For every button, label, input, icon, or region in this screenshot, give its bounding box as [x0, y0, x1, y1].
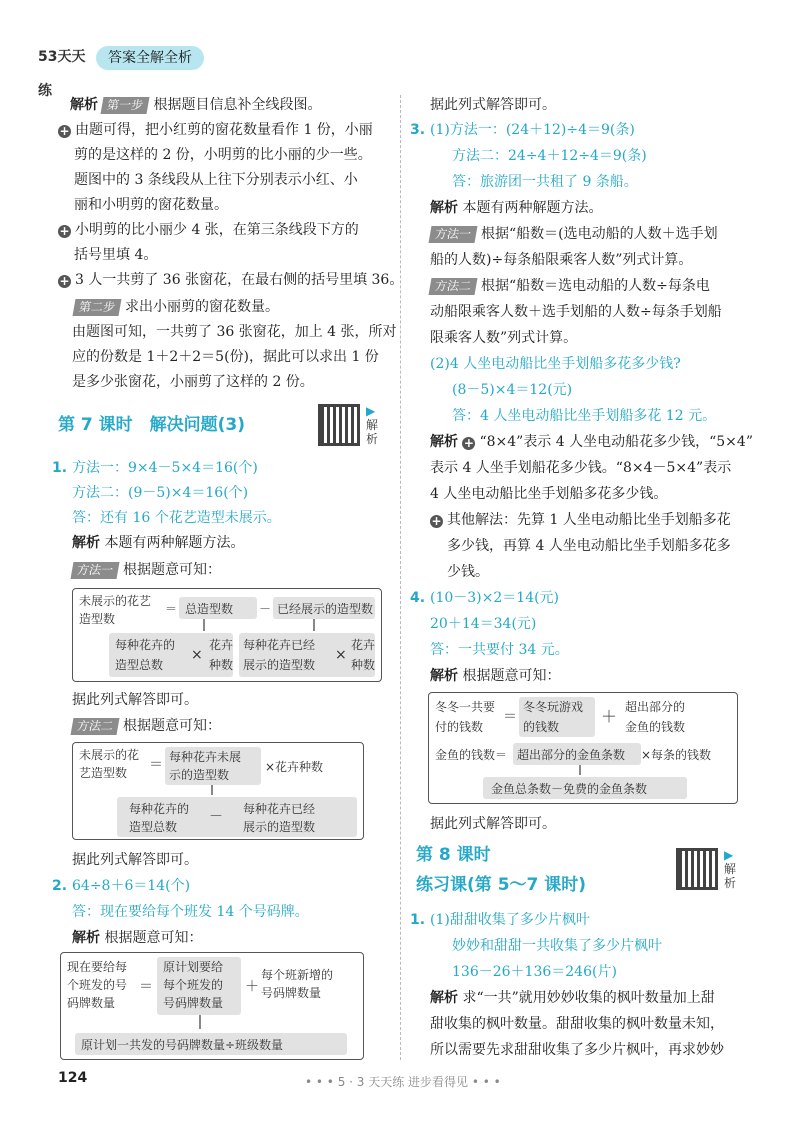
d-text: 码牌数量	[67, 996, 116, 1010]
d-text: 每种花卉已经	[243, 802, 316, 816]
logo: 53天天练	[38, 49, 86, 99]
d-text: 示的造型数	[169, 768, 230, 782]
d-text: 原计划一共发的号码牌数量÷班级数量	[81, 1038, 284, 1052]
step2-line	[74, 297, 279, 317]
method-line	[430, 224, 718, 244]
footer: • • • 5 · 3 天天练 进步看得见 • • •	[305, 1075, 501, 1089]
d-text: ＝	[503, 709, 517, 725]
text-line: 少钱。	[447, 564, 489, 580]
text-line: 据此列式解答即可。	[72, 692, 198, 708]
diagram-3	[60, 952, 364, 1060]
text-line: 题图中的 3 条线段从上往下分别表示小红、小	[74, 172, 358, 188]
analysis-line	[72, 928, 202, 948]
step1-line	[70, 95, 321, 115]
d-text: 艺造型数	[79, 766, 128, 780]
d-text: 已经展示的造型数	[277, 602, 374, 616]
d-text: 金鱼总条数－免费的金鱼条数	[491, 782, 648, 796]
d-text: 付的钱数	[435, 720, 484, 734]
arrow-icon	[203, 619, 205, 631]
text: 根据题意可知：	[123, 562, 222, 578]
d-text: 个班发的号	[67, 978, 128, 992]
method-line	[72, 560, 221, 580]
text-line: 剪的是这样的 2 份，小明剪的比小丽的少一些。	[74, 147, 372, 163]
method-tag: 方法二	[71, 718, 120, 735]
d-text: ×	[335, 647, 347, 663]
answer-line: 答：现在要给每个班发 14 个号码牌。	[72, 904, 309, 920]
d-text: ＋	[601, 707, 618, 726]
text-line: 动船限乘客人数＋选手划船的人数÷每条手划船	[430, 304, 722, 320]
method-tag: 方法一	[429, 226, 478, 243]
d-text: 冬冬一共要	[435, 700, 496, 714]
section-text: 第 7 课时 解决问题(3)	[58, 415, 246, 435]
plus-circle-icon: +	[59, 274, 70, 288]
diagram-2	[72, 742, 364, 840]
analysis-line	[430, 198, 602, 218]
d-text: 金鱼的钱数＝	[435, 748, 508, 762]
q-num: 4.	[410, 590, 426, 606]
d-text: 现在要给每	[67, 960, 128, 974]
text-line: 据此列式解答即可。	[72, 852, 198, 868]
text-line: 括号里填 4。	[74, 247, 158, 263]
d-text: 原计划要给	[163, 960, 224, 974]
answer-line: (2)4 人坐电动船比坐手划船多花多少钱?	[430, 356, 681, 372]
d-text: ＋	[245, 979, 259, 995]
answer-line: 方法二：24÷4＋12÷4＝9(条)	[452, 148, 647, 164]
d-text: 金鱼的钱数	[625, 720, 686, 734]
d-text: 超出部分的金鱼条数	[517, 748, 626, 762]
plus-circle-icon: +	[431, 514, 442, 528]
answer-line: (1)甜甜收集了多少片枫叶	[430, 912, 590, 928]
text: 根据“船数＝(选电动船的人数＋选手划	[481, 226, 718, 242]
text: 求“一共”就用妙妙收集的枫叶数量加上甜	[462, 990, 715, 1006]
step-text: 根据题目信息补全线段图。	[153, 97, 322, 113]
d-text: －	[259, 602, 272, 616]
qr-text: 解析	[724, 862, 737, 890]
arrow-icon	[313, 619, 315, 631]
analysis-label: 解析	[430, 668, 458, 684]
d-text: 每种花卉的	[115, 638, 176, 652]
step-tag: 第一步	[101, 97, 150, 114]
text-line: 所以需要先求甜甜收集了多少片枫叶，再求妙妙	[430, 1042, 724, 1058]
qr-text: 解析	[366, 418, 379, 446]
d-text: 展示的造型数	[243, 658, 316, 672]
answer-line: 妙妙和甜甜一共收集了多少片枫叶	[452, 938, 662, 954]
answer-line: 答：还有 16 个花艺造型未展示。	[72, 510, 281, 526]
analysis-line	[430, 988, 715, 1008]
d-text: 花卉	[351, 638, 376, 652]
section-text: 第 8 课时	[416, 845, 491, 865]
qr-label	[724, 848, 738, 890]
q-num: 3.	[410, 122, 426, 138]
text-line: 限乘客人数”列式计算。	[430, 330, 578, 346]
text: 根据题意可知：	[123, 718, 222, 734]
play-icon: ▶	[724, 848, 734, 862]
arrow-icon	[211, 785, 213, 795]
d-text: 总造型数	[185, 602, 234, 616]
d-text: 每种花卉已经	[243, 638, 316, 652]
q-num: 2.	[52, 878, 68, 894]
d-text: 超出部分的	[625, 700, 686, 714]
bullet-line	[58, 120, 373, 140]
text-line: 丽和小明剪的窗花数量。	[74, 197, 228, 213]
page-number: 124	[58, 1070, 88, 1086]
d-text: 未展示的花艺	[79, 594, 152, 608]
q-num: 1.	[410, 912, 426, 928]
answer-line: (1)方法一：(24＋12)÷4＝9(条)	[430, 122, 635, 138]
qr-label	[366, 404, 380, 446]
d-text: ＝	[165, 602, 178, 616]
text: “8×4”表示 4 人坐电动船花多少钱，“5×4”	[479, 434, 753, 450]
arrow-icon	[579, 765, 581, 775]
method-tag: 方法二	[429, 278, 478, 295]
text: 由题可得，把小红剪的窗花数量看作 1 份，小丽	[75, 122, 373, 138]
text-line: 表示 4 人坐手划船花多少钱。“8×4－5×4”表示	[430, 460, 732, 476]
answer-line: 答：4 人坐电动船比坐手划船多花 12 元。	[452, 408, 717, 424]
analysis-label: 解析	[430, 990, 458, 1006]
analysis-label: 解析	[430, 434, 458, 450]
answer-line: 方法二：(9－5)×4＝16(个)	[72, 485, 249, 501]
d-text: ×	[191, 647, 203, 663]
d-text: ×花卉种数	[265, 760, 324, 774]
d-text: 造型总数	[129, 820, 178, 834]
text: 小明剪的比小丽少 4 张，在第三条线段下方的	[75, 222, 359, 238]
text: 根据“船数＝选电动船的人数÷每条电	[481, 278, 710, 294]
qr-code-icon	[318, 404, 360, 446]
analysis-line	[430, 432, 753, 452]
text: 3 人一共剪了 36 张窗花，在最右侧的括号里填 36。	[75, 272, 404, 288]
d-text: ＝	[149, 757, 163, 773]
method-line	[430, 276, 710, 296]
text-line: 船的人数)÷每条船限乘客人数”列式计算。	[430, 252, 693, 268]
analysis-line	[430, 666, 560, 686]
text-line: 多少钱，再算 4 人坐电动船比坐手划船多花多	[447, 538, 731, 554]
analysis-label: 解析	[72, 535, 100, 551]
d-text: 每种花卉未展	[169, 750, 242, 764]
text-line: 应的份数是 1＋2＋2＝5(份)，据此可以求出 1 份	[72, 349, 379, 365]
bullet-line	[58, 220, 359, 240]
header-title: 答案全解全析	[96, 46, 204, 70]
d-text: 的钱数	[523, 720, 560, 734]
answer-line: 方法一：9×4－5×4＝16(个)	[72, 460, 258, 476]
answer-line: 64÷8＋6＝14(个)	[72, 878, 191, 894]
section-title-8a	[416, 842, 491, 868]
bullet-line	[430, 510, 731, 530]
answer-line: (10－3)×2＝14(元)	[430, 590, 560, 606]
text-line: 是多少张窗花，小丽剪了这样的 2 份。	[72, 374, 314, 390]
text: 本题有两种解题方法。	[104, 535, 245, 551]
d-text: 冬冬玩游戏	[523, 700, 584, 714]
d-text: 种数	[351, 658, 376, 672]
plus-circle-icon: +	[59, 124, 70, 138]
text-line: 由题图可知，一共剪了 36 张窗花，加上 4 张，所对	[72, 324, 397, 340]
d-text: －	[209, 809, 223, 825]
text-line: 4 人坐电动船比坐手划船多花多少钱。	[430, 486, 668, 502]
d-text: 造型数	[79, 612, 116, 626]
answer-line: 答：旅游团一共租了 9 条船。	[452, 174, 638, 190]
column-divider	[400, 95, 401, 1060]
d-text: 每个班新增的	[261, 968, 334, 982]
d-text: 每种花卉的	[129, 802, 190, 816]
text-line: 据此列式解答即可。	[430, 97, 556, 113]
d-text: ×每条的钱数	[641, 748, 712, 762]
text: 本题有两种解题方法。	[462, 200, 603, 216]
d-text: 种数	[209, 658, 234, 672]
analysis-label: 解析	[430, 200, 458, 216]
answer-line: (8－5)×4＝12(元)	[452, 382, 573, 398]
section-title-8b	[416, 872, 586, 898]
section-title-7	[58, 412, 245, 438]
d-text: 花卉	[209, 638, 234, 652]
answer-line: 20＋14＝34(元)	[430, 616, 537, 632]
d-text: 展示的造型数	[243, 820, 316, 834]
method-tag: 方法一	[71, 562, 120, 579]
d-text: 号码牌数量	[163, 996, 224, 1010]
analysis-label: 解析	[70, 97, 98, 113]
q-num: 1.	[52, 460, 68, 476]
diagram-1	[72, 588, 382, 682]
section-text: 练习课(第 5～7 课时)	[416, 875, 587, 895]
footer-text: 5 · 3 天天练 进步看得见	[337, 1075, 469, 1089]
step-text: 求出小丽剪的窗花数量。	[125, 299, 280, 315]
method-line	[72, 716, 221, 736]
text-line: 据此列式解答即可。	[430, 816, 556, 832]
qr-code-icon	[676, 848, 718, 890]
d-text: 造型总数	[115, 658, 164, 672]
d-text: ＝	[139, 979, 153, 995]
diagram-4	[428, 692, 738, 804]
text: 根据题意可知：	[462, 668, 561, 684]
bullet-line	[58, 270, 403, 290]
step-tag: 第二步	[73, 299, 122, 316]
text: 其他解法：先算 1 人坐电动船比坐手划船多花	[447, 512, 731, 528]
arrow-icon	[199, 1015, 201, 1029]
header	[38, 40, 238, 99]
text-line: 甜收集的枫叶数量。甜甜收集的枫叶数量未知，	[430, 1016, 724, 1032]
answer-line: 136－26＋136＝246(片)	[452, 964, 617, 980]
d-text: 号码牌数量	[261, 986, 322, 1000]
plus-circle-icon: +	[463, 436, 474, 450]
answer-line: 答：一共要付 34 元。	[430, 642, 569, 658]
plus-circle-icon: +	[59, 224, 70, 238]
play-icon: ▶	[366, 404, 376, 418]
d-text: 每个班发的	[163, 978, 224, 992]
d-text: 未展示的花	[79, 748, 140, 762]
text: 根据题意可知：	[104, 930, 203, 946]
analysis-label: 解析	[72, 930, 100, 946]
analysis-line	[72, 533, 244, 553]
